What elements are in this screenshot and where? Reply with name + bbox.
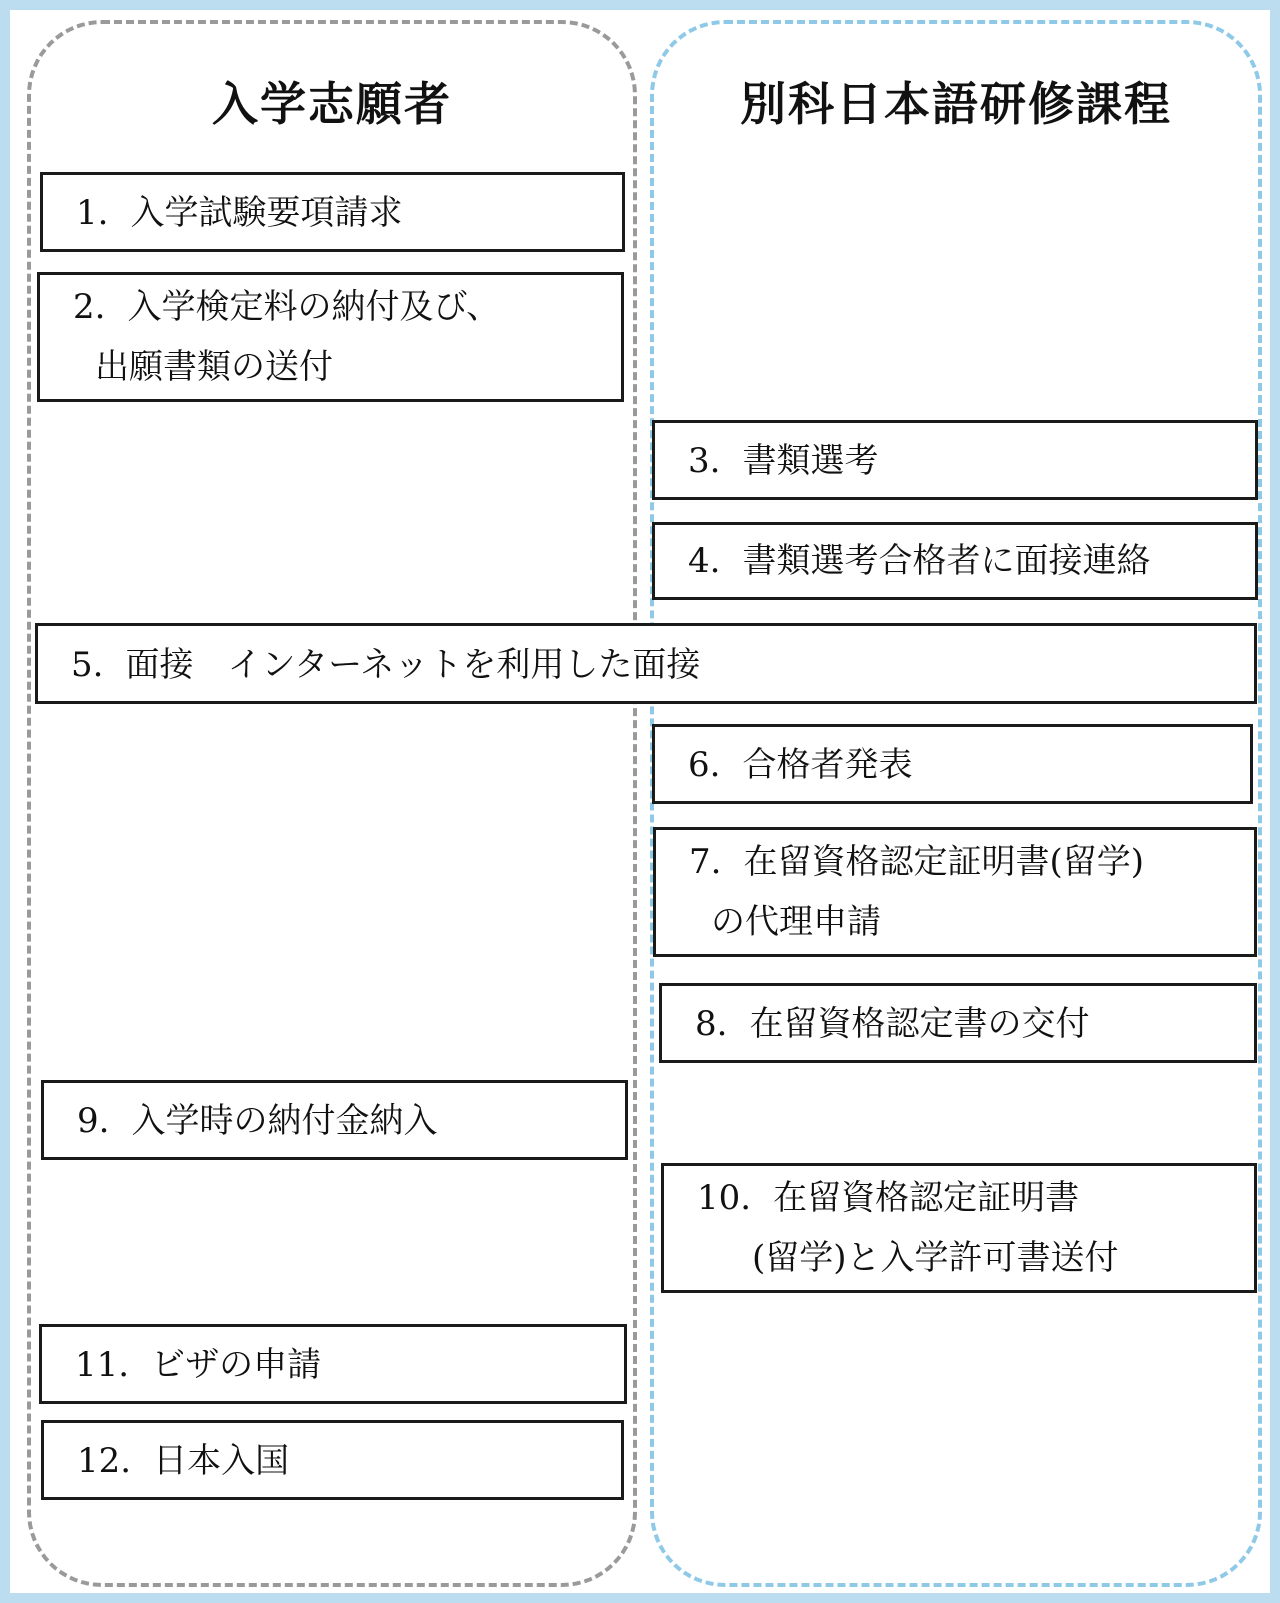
step-7-box xyxy=(653,827,1257,957)
step-text-line-2: (留学)と入学許可書送付 xyxy=(752,1238,1119,1278)
step-number: 7. xyxy=(689,842,722,882)
step-text: 入学試験要項請求 xyxy=(130,193,403,233)
step-number: 5. xyxy=(71,645,104,685)
step-number: 9. xyxy=(77,1101,110,1141)
step-text: 在留資格認定証明書 xyxy=(773,1178,1080,1218)
step-number: 4. xyxy=(688,541,721,581)
step-text-line-2: 出願書類の送付 xyxy=(95,347,333,387)
step-text: 入学検定料の納付及び、 xyxy=(127,287,501,327)
step-text-line-2: の代理申請 xyxy=(711,902,881,942)
step-12-box xyxy=(41,1420,624,1500)
step-number: 1. xyxy=(76,193,109,233)
step-text: 在留資格認定書の交付 xyxy=(749,1004,1090,1044)
step-text: 書類選考合格者に面接連絡 xyxy=(742,541,1151,581)
step-3-box xyxy=(652,420,1258,500)
step-8-box xyxy=(659,983,1257,1063)
step-text: 日本入国 xyxy=(153,1441,290,1481)
step-text: 書類選考 xyxy=(742,441,879,481)
step-text: 入学時の納付金納入 xyxy=(131,1101,438,1141)
step-6-box xyxy=(652,724,1253,804)
step-number: 12. xyxy=(77,1441,132,1481)
step-4-box xyxy=(652,522,1258,600)
step-5-box xyxy=(35,623,1257,704)
step-9-box xyxy=(41,1080,628,1160)
step-number: 2. xyxy=(73,287,106,327)
step-text: 合格者発表 xyxy=(742,745,913,785)
step-10-box xyxy=(661,1163,1257,1293)
step-text: ビザの申請 xyxy=(151,1345,322,1385)
step-number: 11. xyxy=(75,1345,130,1385)
step-number: 3. xyxy=(688,441,721,481)
step-1-box xyxy=(40,172,625,252)
step-text: 面接 インターネットを利用した面接 xyxy=(125,645,701,685)
step-11-box xyxy=(39,1324,627,1404)
step-number: 10. xyxy=(697,1178,752,1218)
program-lane-title: 別科日本語研修課程 xyxy=(740,77,1172,131)
step-text: 在留資格認定証明書(留学) xyxy=(743,842,1144,882)
step-2-box xyxy=(37,272,624,402)
step-number: 6. xyxy=(688,745,721,785)
step-number: 8. xyxy=(695,1004,728,1044)
applicant-lane-title: 入学志願者 xyxy=(212,77,452,131)
